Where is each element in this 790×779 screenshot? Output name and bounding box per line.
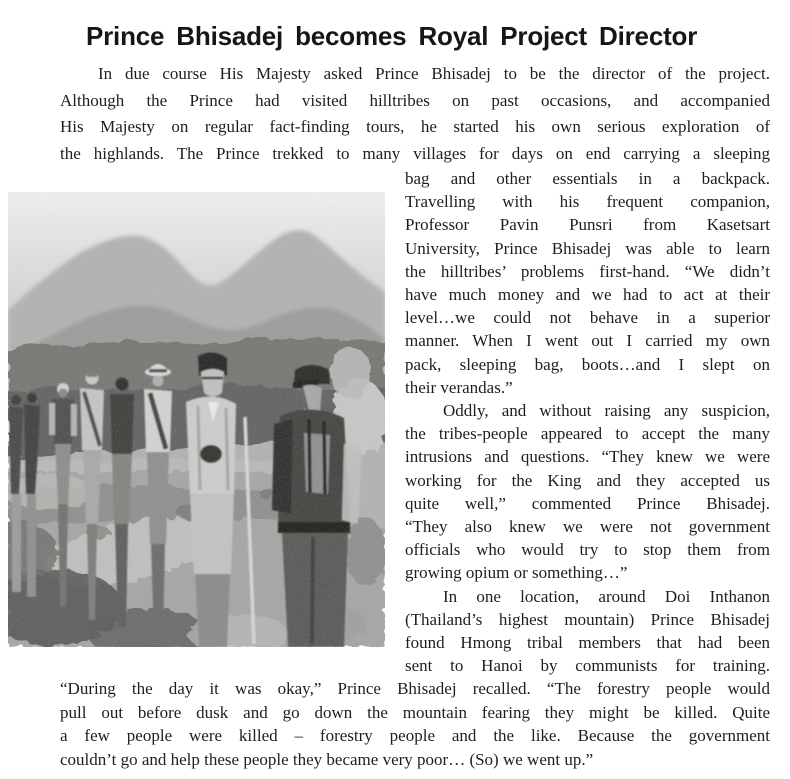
text-line: University, Prince Bhisadej was able to learn	[405, 238, 770, 258]
wrapped-column-block	[405, 167, 770, 677]
text-line: (Thailand’s highest mountain) Prince Bhisadej	[405, 609, 770, 629]
text-line: Oddly, and without raising any suspicion,	[443, 401, 770, 421]
bottom-paragraph-block	[60, 677, 770, 771]
photo-grain-overlay	[8, 192, 385, 647]
text-line: “During the day it was okay,” Prince Bhisadej recalled. “The forestry people would	[60, 679, 770, 699]
text-line: their verandas.”	[405, 377, 513, 397]
text-line: a few people were killed – forestry people and the like. Because the government	[60, 726, 770, 746]
text-line: have much money and we had to act at their	[405, 285, 770, 305]
text-line: level…we could not behave in a superior	[405, 308, 770, 328]
text-line: the highlands. The Prince trekked to many villages for days on end carrying a sleeping	[60, 143, 770, 163]
text-line: officials who would try to stop them from	[405, 540, 770, 560]
text-line: His Majesty on regular fact-finding tours, he started his own serious exploration of	[60, 117, 770, 136]
text-line: quite well,” commented Prince Bhisadej.	[405, 493, 770, 513]
text-line: manner. When I went out I carried my own	[405, 331, 770, 351]
trek-photograph	[8, 192, 385, 647]
text-line: pull out before dusk and go down the mountain fearing they might be killed. Quite	[60, 702, 770, 722]
text-line: intrusions and questions. “They knew we were	[405, 447, 770, 467]
text-line: working for the King and they accepted us	[405, 470, 770, 490]
text-line: the tribes-people appeared to accept the many	[405, 424, 770, 444]
article-title: Prince Bhisadej becomes Royal Project Director	[86, 21, 698, 51]
text-line: couldn’t go and help these people they became very poor… (So) we went up.”	[60, 749, 594, 769]
text-line: found Hmong tribal members that had been	[405, 633, 770, 653]
text-line: the hilltribes’ problems first-hand. “We didn’t	[405, 261, 770, 281]
text-line: “They also knew we were not government	[405, 517, 770, 537]
trek-photograph-art	[8, 192, 385, 647]
text-line: growing opium or something…”	[405, 563, 628, 583]
text-line: bag and other essentials in a backpack.	[405, 169, 770, 188]
intro-paragraph-block	[60, 61, 770, 167]
text-line: sent to Hanoi by communists for training.	[405, 656, 770, 676]
text-line: Travelling with his frequent companion,	[405, 192, 770, 212]
text-line: pack, sleeping bag, boots…and I slept on	[405, 354, 770, 374]
text-line: In one location, around Doi Inthanon	[443, 586, 770, 606]
text-line: Professor Pavin Punsri from Kasetsart	[405, 215, 770, 235]
text-line: Although the Prince had visited hilltribes on past occasions, and accompanied	[60, 90, 770, 110]
text-line: In due course His Majesty asked Prince Bhisadej to be the director of the project.	[98, 64, 770, 83]
